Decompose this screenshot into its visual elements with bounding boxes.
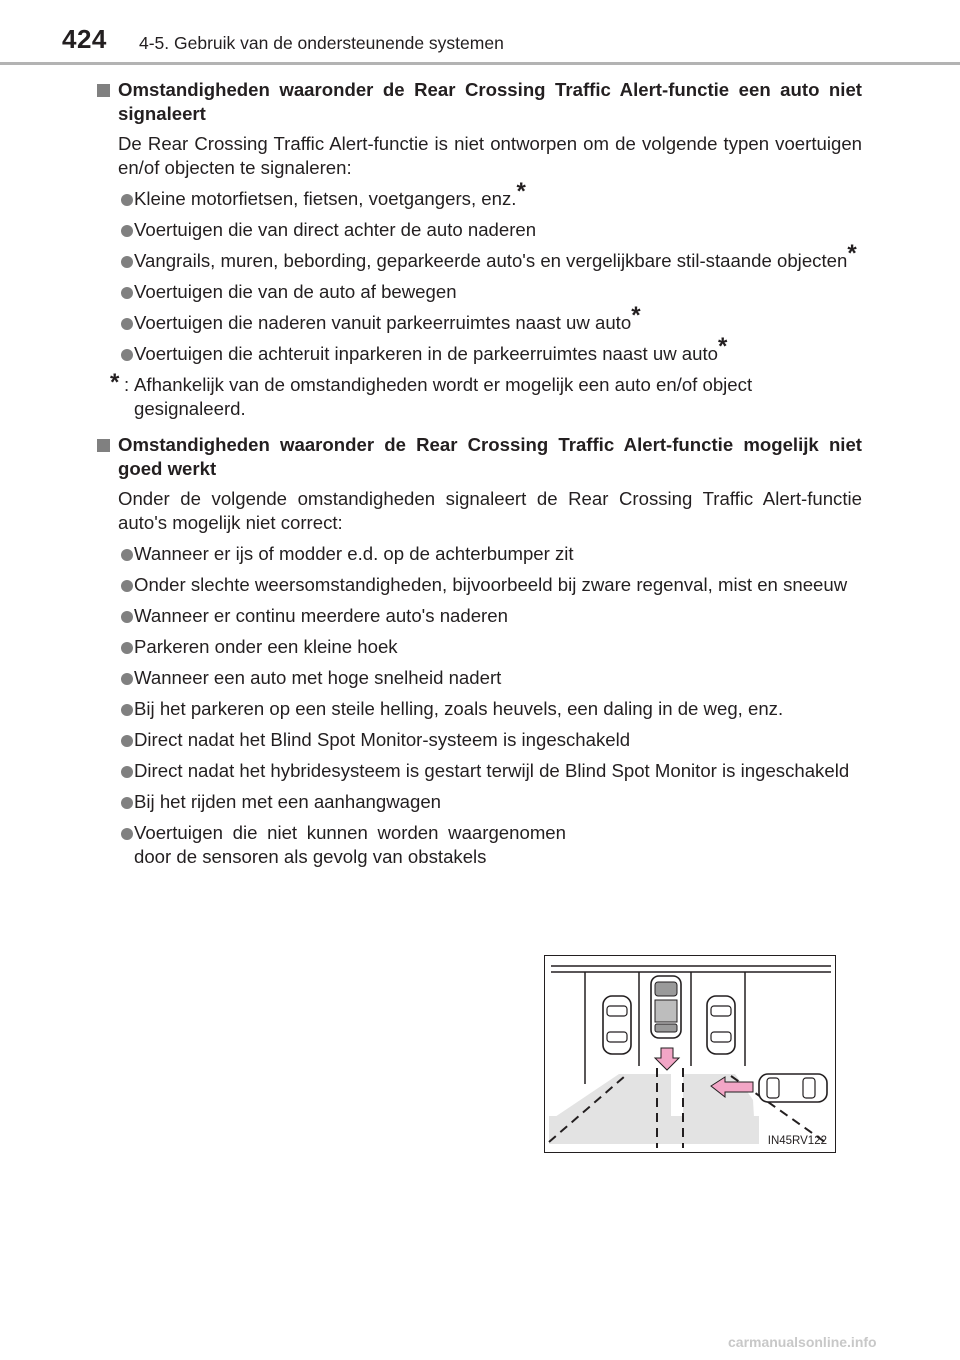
circle-bullet-icon — [121, 642, 133, 654]
list-item-text: Wanneer er continu meerdere auto's naderen — [134, 605, 508, 626]
list-item — [96, 759, 862, 783]
list-item-text: Onder slechte weersomstandigheden, bijvoorbeeld bij zware regenval, mist en sneeuw — [134, 574, 848, 595]
page-number: 424 — [62, 24, 107, 54]
list-item — [96, 218, 862, 242]
list-item-text: Voertuigen die achteruit inparkeren in de parkeerruimtes naast uw auto — [134, 343, 718, 364]
list-item-text: Direct nadat het Blind Spot Monitor-systeem is ingeschakeld — [134, 729, 631, 750]
list-item — [96, 280, 862, 304]
list-item-text: Wanneer een auto met hoge snelheid nadert — [134, 667, 502, 688]
footnote-colon: : — [124, 374, 130, 395]
footnote — [96, 369, 862, 421]
approaching-car — [759, 1074, 827, 1102]
parking-diagram — [545, 956, 835, 1152]
list-item — [96, 697, 862, 721]
asterisk-mark: * — [516, 178, 526, 205]
square-bullet-icon — [97, 439, 110, 452]
asterisk-mark: * — [847, 240, 857, 267]
parked-car-left — [603, 996, 631, 1054]
list-item — [96, 178, 862, 211]
circle-bullet-icon — [121, 580, 133, 592]
section-heading — [96, 433, 862, 481]
list-item — [96, 240, 862, 273]
page-header — [0, 0, 960, 70]
circle-bullet-icon — [121, 256, 133, 268]
list-item-text: Voertuigen die niet kunnen worden waargenomen door de sensoren als gevolg van obstakels — [134, 822, 566, 867]
list-item-text: Bij het rijden met een aanhangwagen — [134, 791, 442, 812]
circle-bullet-icon — [121, 673, 133, 685]
parked-car-right — [707, 996, 735, 1054]
list-item — [96, 666, 862, 690]
reversing-arrow-icon — [655, 1048, 679, 1070]
list-item-text: Voertuigen die van de auto af bewegen — [134, 281, 457, 302]
list-item — [96, 573, 862, 597]
heading-text: Omstandigheden waaronder de Rear Crossing Traffic Alert-functie mogelijk niet goed werkt — [118, 434, 862, 479]
watermark: carmanualsonline.info — [728, 1334, 877, 1350]
main-content — [96, 78, 862, 876]
list-item — [96, 790, 862, 814]
list-item — [96, 302, 862, 335]
circle-bullet-icon — [121, 349, 133, 361]
list-item — [96, 728, 862, 752]
circle-bullet-icon — [121, 194, 133, 206]
own-vehicle — [651, 976, 681, 1038]
footnote-asterisk: * — [110, 369, 120, 396]
section-intro: De Rear Crossing Traffic Alert-functie is niet ontworpen om de volgende typen voertuigen en/of objecten te signaleren: — [118, 133, 862, 178]
list-item — [96, 604, 862, 628]
list-item-text: Voertuigen die naderen vanuit parkeerruimtes naast uw auto — [134, 312, 632, 333]
list-item — [96, 542, 862, 566]
detection-zone-base — [549, 1116, 759, 1144]
asterisk-mark: * — [631, 302, 641, 329]
heading-text: Omstandigheden waaronder de Rear Crossing Traffic Alert-functie een auto niet signaleert — [118, 79, 862, 124]
circle-bullet-icon — [121, 318, 133, 330]
circle-bullet-icon — [121, 287, 133, 299]
figure-label: IN45RV122 — [767, 1135, 827, 1147]
list-item-text: Vangrails, muren, bebording, geparkeerde auto's en vergelijkbare stil-staande objecten — [134, 250, 848, 271]
list-item-text: Voertuigen die van direct achter de auto naderen — [134, 219, 537, 240]
header-divider — [0, 62, 960, 65]
list-item — [96, 333, 862, 366]
circle-bullet-icon — [121, 225, 133, 237]
square-bullet-icon — [97, 84, 110, 97]
list-item-text: Wanneer er ijs of modder e.d. op de achterbumper zit — [134, 543, 574, 564]
list-item-text: Parkeren onder een kleine hoek — [134, 636, 398, 657]
circle-bullet-icon — [121, 611, 133, 623]
circle-bullet-icon — [121, 766, 133, 778]
asterisk-mark: * — [718, 333, 728, 360]
circle-bullet-icon — [121, 549, 133, 561]
list-item — [96, 821, 566, 869]
circle-bullet-icon — [121, 797, 133, 809]
circle-bullet-icon — [121, 735, 133, 747]
footnote-text: Afhankelijk van de omstandigheden wordt er mogelijk een auto en/of object gesignaleerd. — [134, 374, 753, 419]
list-item — [96, 635, 862, 659]
list-item-text: Kleine motorfietsen, fietsen, voetgangers, enz. — [134, 188, 517, 209]
section-heading — [96, 78, 862, 126]
circle-bullet-icon — [121, 704, 133, 716]
list-item-text: Bij het parkeren op een steile helling, zoals heuvels, een daling in de weg, enz. — [134, 698, 784, 719]
parking-illustration — [544, 955, 836, 1153]
section-title: 4-5. Gebruik van de ondersteunende systemen — [139, 33, 504, 53]
list-item-text: Direct nadat het hybridesysteem is gestart terwijl de Blind Spot Monitor is ingeschakeld — [134, 760, 850, 781]
circle-bullet-icon — [121, 828, 133, 840]
section-intro: Onder de volgende omstandigheden signaleert de Rear Crossing Traffic Alert-functie auto's mogelijk niet correct: — [118, 488, 862, 533]
